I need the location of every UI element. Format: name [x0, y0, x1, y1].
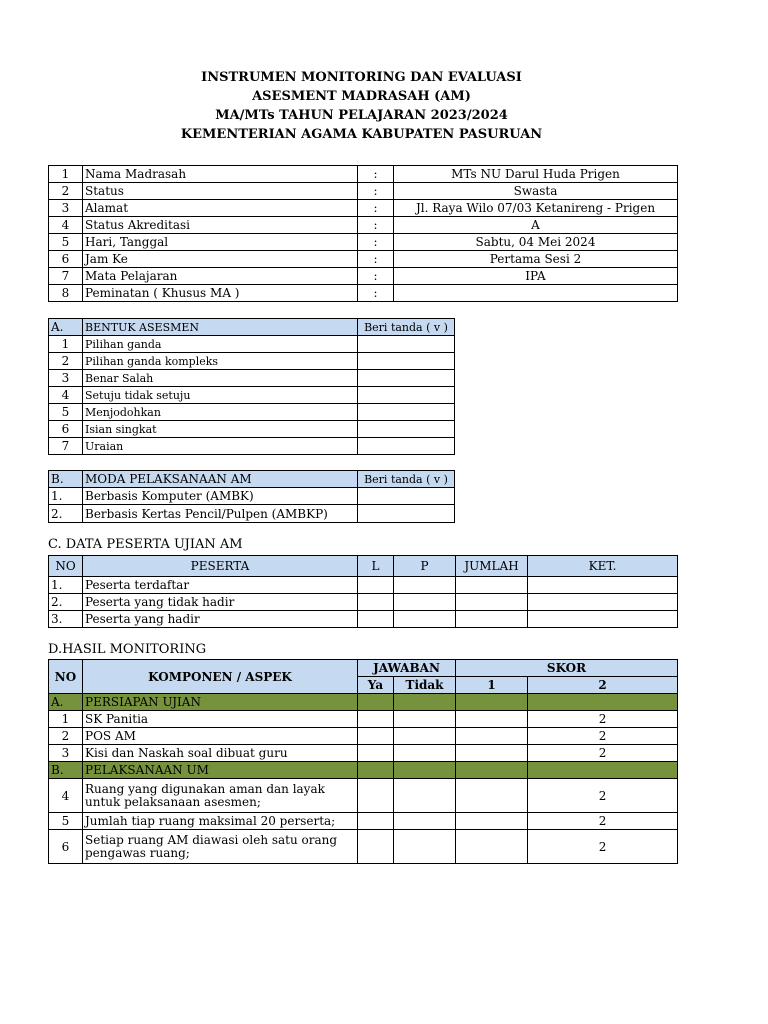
table-row	[49, 728, 678, 745]
header-line-2: ASESMENT MADRASAH (AM)	[252, 89, 471, 104]
colon: :	[358, 251, 394, 268]
cell-jumlah[interactable]	[456, 594, 528, 611]
identity-value: IPA	[394, 268, 678, 285]
table-header-row	[49, 660, 678, 677]
item-label: Setuju tidak setuju	[83, 387, 358, 404]
list-item	[49, 336, 455, 353]
table-row	[49, 830, 678, 864]
table-row	[49, 779, 678, 813]
group-row-persiapan	[49, 694, 678, 711]
identity-row	[49, 285, 678, 302]
identity-value: Swasta	[394, 183, 678, 200]
cell-score-1[interactable]	[456, 728, 528, 745]
identity-row	[49, 268, 678, 285]
aspect-label: Setiap ruang AM diawasi oleh satu orang pengawas ruang;	[83, 830, 358, 864]
section-code: A.	[49, 319, 83, 336]
header-no: NO	[49, 556, 83, 577]
cell-l[interactable]	[358, 611, 394, 628]
row-number: 6	[49, 421, 83, 438]
list-item	[49, 505, 455, 523]
check-cell[interactable]	[358, 370, 455, 387]
row-number: 3	[49, 745, 83, 762]
list-item	[49, 421, 455, 438]
identity-row	[49, 234, 678, 251]
check-cell[interactable]	[358, 387, 455, 404]
list-item	[49, 353, 455, 370]
list-item	[49, 438, 455, 455]
implementation-mode-table	[48, 470, 455, 523]
cell-score-2: 2	[528, 779, 678, 813]
cell-score-2: 2	[528, 830, 678, 864]
item-label: Berbasis Komputer (AMBK)	[83, 488, 358, 505]
row-number: 3.	[49, 611, 83, 628]
header-tidak: Tidak	[394, 677, 456, 694]
row-number: 1	[49, 166, 83, 183]
cell-ya[interactable]	[358, 745, 394, 762]
cell-score-1[interactable]	[456, 813, 528, 830]
header-komponen: KOMPONEN / ASPEK	[83, 660, 358, 694]
item-label: Berbasis Kertas Pencil/Pulpen (AMBKP)	[83, 505, 358, 523]
cell-tidak[interactable]	[394, 779, 456, 813]
list-item	[49, 387, 455, 404]
colon: :	[358, 234, 394, 251]
identity-label: Status	[83, 183, 358, 200]
cell-tidak[interactable]	[394, 711, 456, 728]
cell-tidak[interactable]	[394, 728, 456, 745]
cell-ket[interactable]	[528, 577, 678, 594]
item-label: Pilihan ganda	[83, 336, 358, 353]
row-number: 1.	[49, 577, 83, 594]
aspect-label: Jumlah tiap ruang maksimal 20 perserta;	[83, 813, 358, 830]
item-label: Menjodohkan	[83, 404, 358, 421]
check-cell[interactable]	[358, 404, 455, 421]
identity-value: Pertama Sesi 2	[394, 251, 678, 268]
group-title: PELAKSANAAN UM	[83, 762, 358, 779]
cell-score-1[interactable]	[456, 830, 528, 864]
table-header-row	[49, 319, 455, 336]
colon: :	[358, 217, 394, 234]
identity-row	[49, 200, 678, 217]
list-item	[49, 404, 455, 421]
cell-ya[interactable]	[358, 779, 394, 813]
mark-column-header: Beri tanda ( v )	[358, 471, 455, 488]
group-title: PERSIAPAN UJIAN	[83, 694, 358, 711]
identity-value: Jl. Raya Wilo 07/03 Ketanireng - Prigen	[394, 200, 678, 217]
table-row	[49, 813, 678, 830]
item-label: Pilihan ganda kompleks	[83, 353, 358, 370]
cell-tidak[interactable]	[394, 745, 456, 762]
row-number: 1.	[49, 488, 83, 505]
header-score-2: 2	[528, 677, 678, 694]
identity-table	[48, 165, 678, 302]
cell-tidak[interactable]	[394, 830, 456, 864]
mark-column-header: Beri tanda ( v )	[358, 319, 455, 336]
row-number: 3	[49, 200, 83, 217]
identity-value: Sabtu, 04 Mei 2024	[394, 234, 678, 251]
check-cell[interactable]	[358, 488, 455, 505]
row-number: 2	[49, 728, 83, 745]
cell-jumlah[interactable]	[456, 577, 528, 594]
cell-score-2: 2	[528, 728, 678, 745]
row-number: 4	[49, 217, 83, 234]
table-row	[49, 711, 678, 728]
row-number: 2	[49, 353, 83, 370]
header-line-1: INSTRUMEN MONITORING DAN EVALUASI	[201, 70, 522, 85]
row-number: 7	[49, 438, 83, 455]
aspect-label: POS AM	[83, 728, 358, 745]
item-label: Uraian	[83, 438, 358, 455]
header-skor: SKOR	[456, 660, 678, 677]
identity-value	[394, 285, 678, 302]
colon: :	[358, 268, 394, 285]
section-title: MODA PELAKSANAAN AM	[83, 471, 358, 488]
cell-l[interactable]	[358, 594, 394, 611]
row-number: 7	[49, 268, 83, 285]
identity-label: Nama Madrasah	[83, 166, 358, 183]
identity-label: Jam Ke	[83, 251, 358, 268]
table-row	[49, 611, 678, 628]
participant-label: Peserta yang tidak hadir	[83, 594, 358, 611]
identity-label: Peminatan ( Khusus MA )	[83, 285, 358, 302]
participant-label: Peserta yang hadir	[83, 611, 358, 628]
cell-ket[interactable]	[528, 594, 678, 611]
item-label: Benar Salah	[83, 370, 358, 387]
header-peserta: PESERTA	[83, 556, 358, 577]
identity-value: MTs NU Darul Huda Prigen	[394, 166, 678, 183]
identity-row	[49, 251, 678, 268]
colon: :	[358, 183, 394, 200]
row-number: 4	[49, 779, 83, 813]
assessment-type-table	[48, 318, 455, 455]
section-title: BENTUK ASESMEN	[83, 319, 358, 336]
colon: :	[358, 200, 394, 217]
cell-score-2: 2	[528, 745, 678, 762]
group-code: B.	[49, 762, 83, 779]
header-p: P	[394, 556, 456, 577]
cell-jumlah[interactable]	[456, 611, 528, 628]
header-line-3: MA/MTs TAHUN PELAJARAN 2023/2024	[215, 108, 508, 123]
identity-row	[49, 217, 678, 234]
aspect-label: Kisi dan Naskah soal dibuat guru	[83, 745, 358, 762]
header-ya: Ya	[358, 677, 394, 694]
identity-label: Status Akreditasi	[83, 217, 358, 234]
check-cell[interactable]	[358, 421, 455, 438]
cell-score-2: 2	[528, 813, 678, 830]
section-c-title: C. DATA PESERTA UJIAN AM	[48, 537, 243, 552]
colon: :	[358, 166, 394, 183]
aspect-label: Ruang yang digunakan aman dan layak untuk pelaksanaan asesmen;	[83, 779, 358, 813]
document-header	[0, 68, 723, 144]
group-code: A.	[49, 694, 83, 711]
row-number: 6	[49, 830, 83, 864]
cell-ya[interactable]	[358, 830, 394, 864]
monitoring-results-table	[48, 659, 678, 864]
cell-ket[interactable]	[528, 611, 678, 628]
cell-score-2: 2	[528, 711, 678, 728]
aspect-label: SK Panitia	[83, 711, 358, 728]
identity-row	[49, 166, 678, 183]
row-number: 5	[49, 234, 83, 251]
header-score-1: 1	[456, 677, 528, 694]
section-d-title: D.HASIL MONITORING	[48, 642, 207, 657]
table-row	[49, 577, 678, 594]
table-header-row	[49, 556, 678, 577]
check-cell[interactable]	[358, 505, 455, 523]
cell-tidak[interactable]	[394, 813, 456, 830]
cell-p[interactable]	[394, 594, 456, 611]
row-number: 1	[49, 336, 83, 353]
participant-data-table	[48, 555, 678, 628]
participant-label: Peserta terdaftar	[83, 577, 358, 594]
row-number: 2.	[49, 505, 83, 523]
row-number: 1	[49, 711, 83, 728]
identity-label: Mata Pelajaran	[83, 268, 358, 285]
header-jawaban: JAWABAN	[358, 660, 456, 677]
header-no: NO	[49, 660, 83, 694]
row-number: 2	[49, 183, 83, 200]
row-number: 8	[49, 285, 83, 302]
identity-label: Hari, Tanggal	[83, 234, 358, 251]
table-row	[49, 594, 678, 611]
cell-ya[interactable]	[358, 728, 394, 745]
section-code: B.	[49, 471, 83, 488]
identity-label: Alamat	[83, 200, 358, 217]
identity-row	[49, 183, 678, 200]
check-cell[interactable]	[358, 353, 455, 370]
cell-score-1[interactable]	[456, 779, 528, 813]
cell-p[interactable]	[394, 611, 456, 628]
colon: :	[358, 285, 394, 302]
row-number: 2.	[49, 594, 83, 611]
list-item	[49, 488, 455, 505]
check-cell[interactable]	[358, 336, 455, 353]
row-number: 5	[49, 404, 83, 421]
header-jumlah: JUMLAH	[456, 556, 528, 577]
group-row-pelaksanaan	[49, 762, 678, 779]
table-header-row	[49, 471, 455, 488]
header-l: L	[358, 556, 394, 577]
header-line-4: KEMENTERIAN AGAMA KABUPATEN PASURUAN	[180, 127, 543, 142]
list-item	[49, 370, 455, 387]
cell-ya[interactable]	[358, 711, 394, 728]
row-number: 4	[49, 387, 83, 404]
cell-l[interactable]	[358, 577, 394, 594]
cell-score-1[interactable]	[456, 745, 528, 762]
cell-ya[interactable]	[358, 813, 394, 830]
row-number: 5	[49, 813, 83, 830]
identity-value: A	[394, 217, 678, 234]
row-number: 3	[49, 370, 83, 387]
item-label: Isian singkat	[83, 421, 358, 438]
row-number: 6	[49, 251, 83, 268]
cell-p[interactable]	[394, 577, 456, 594]
check-cell[interactable]	[358, 438, 455, 455]
header-ket: KET.	[528, 556, 678, 577]
cell-score-1[interactable]	[456, 711, 528, 728]
table-row	[49, 745, 678, 762]
